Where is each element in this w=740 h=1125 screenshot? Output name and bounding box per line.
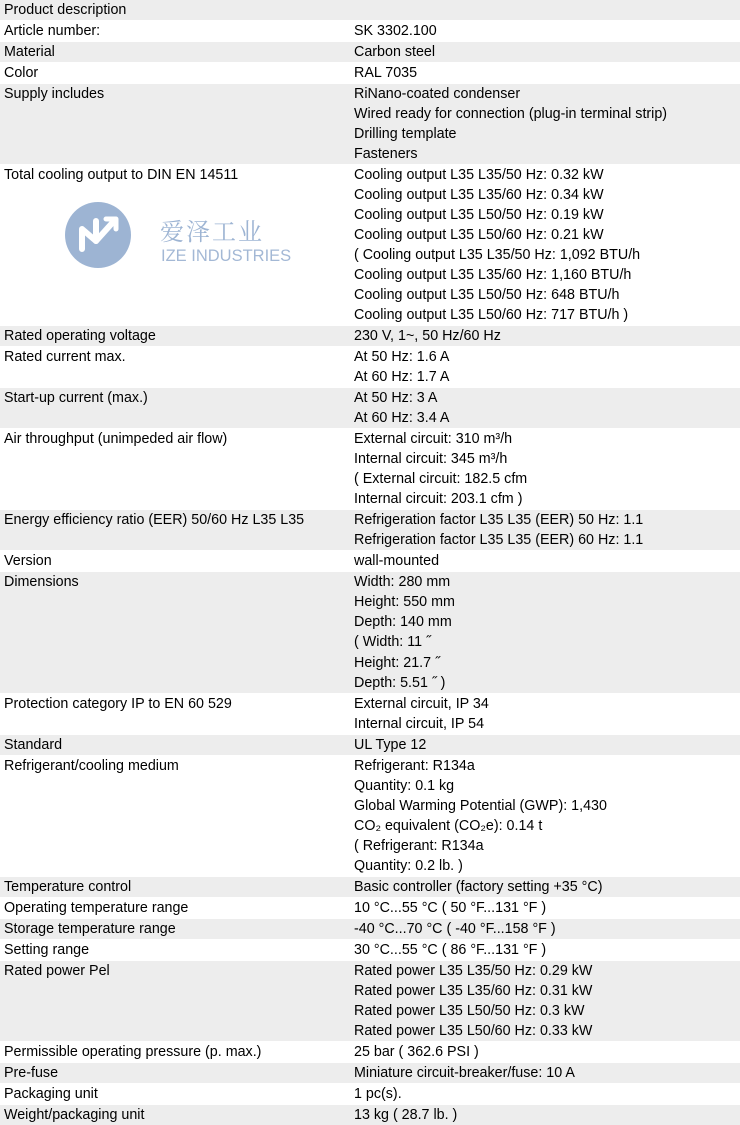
spec-label: Permissible operating pressure (p. max.) (4, 1043, 262, 1060)
spec-value-line: Cooling output L35 L50/50 Hz: 0.19 kW (354, 207, 604, 224)
spec-value-line: Rated power L35 L35/50 Hz: 0.29 kW (354, 962, 593, 979)
spec-row (0, 897, 740, 918)
spec-label-cell (0, 84, 354, 165)
spec-value-line: Width: 280 mm (354, 574, 451, 591)
spec-value-cell (354, 734, 740, 755)
spec-value-line: ( External circuit: 182.5 cfm (354, 471, 528, 488)
spec-row (0, 1062, 740, 1083)
spec-row (0, 693, 740, 734)
spec-value-cell (354, 960, 740, 1041)
spec-value-line: 10 °C...55 °C ( 50 °F...131 °F ) (354, 899, 547, 916)
spec-label: Pre-fuse (4, 1064, 59, 1081)
spec-value-line: 230 V, 1~, 50 Hz/60 Hz (354, 328, 501, 345)
spec-value-line: ( Cooling output L35 L35/50 Hz: 1,092 BTU/h (354, 247, 641, 264)
spec-label: Protection category IP to EN 60 529 (4, 695, 232, 712)
spec-row (0, 1104, 740, 1125)
spec-value-cell (354, 63, 740, 84)
spec-value-cell (354, 876, 740, 897)
spec-row (0, 0, 740, 21)
spec-value-line: Cooling output L35 L35/50 Hz: 0.32 kW (354, 167, 604, 184)
spec-row (0, 1041, 740, 1062)
spec-row (0, 326, 740, 347)
spec-value-cell (354, 42, 740, 63)
spec-label-cell (0, 42, 354, 63)
spec-label: Air throughput (unimpeded air flow) (4, 431, 228, 448)
spec-value-cell (354, 693, 740, 734)
spec-value-cell (354, 1083, 740, 1104)
spec-label: Dimensions (4, 574, 79, 591)
spec-value-line: At 60 Hz: 1.7 A (354, 369, 450, 386)
spec-label-cell (0, 510, 354, 551)
spec-row (0, 63, 740, 84)
spec-label: Weight/packaging unit (4, 1106, 145, 1123)
spec-label-cell (0, 165, 354, 326)
spec-value-line: Cooling output L35 L50/50 Hz: 648 BTU/h (354, 287, 620, 304)
spec-label: Rated current max. (4, 349, 126, 366)
spec-value-cell (354, 510, 740, 551)
spec-value-line: Global Warming Potential (GWP): 1,430 (354, 797, 607, 814)
spec-value-cell (354, 84, 740, 165)
spec-row (0, 734, 740, 755)
spec-value-line: Drilling template (354, 126, 457, 143)
spec-label-cell (0, 0, 354, 21)
spec-label: Refrigerant/cooling medium (4, 757, 179, 774)
spec-value-line: Basic controller (factory setting +35 °C) (354, 878, 603, 895)
spec-value-line: Height: 550 mm (354, 594, 455, 611)
spec-value-line: Cooling output L35 L35/60 Hz: 1,160 BTU/h (354, 267, 632, 284)
spec-value-cell (354, 21, 740, 42)
spec-value-line: RiNano-coated condenser (354, 86, 521, 103)
spec-value-cell (354, 388, 740, 429)
spec-value-cell (354, 326, 740, 347)
spec-value-line (354, 0, 740, 20)
spec-label: Total cooling output to DIN EN 14511 (4, 167, 239, 184)
spec-value-line: Cooling output L35 L35/60 Hz: 0.34 kW (354, 187, 604, 204)
spec-label: Supply includes (4, 86, 105, 103)
spec-value-line: Quantity: 0.1 kg (354, 777, 455, 794)
spec-value-line: Cooling output L35 L50/60 Hz: 0.21 kW (354, 227, 604, 244)
spec-value-line: At 60 Hz: 3.4 A (354, 410, 450, 427)
spec-value-line: Miniature circuit-breaker/fuse: 10 A (354, 1064, 575, 1081)
spec-value-cell (354, 1062, 740, 1083)
spec-label: Storage temperature range (4, 920, 176, 937)
watermark-english-text: IZE INDUSTRIES (161, 247, 292, 265)
spec-label-cell (0, 326, 354, 347)
spec-label-cell (0, 1083, 354, 1104)
spec-label: Product description (4, 2, 127, 18)
spec-row (0, 42, 740, 63)
spec-value-line: Quantity: 0.2 lb. ) (354, 857, 463, 874)
spec-row (0, 429, 740, 510)
spec-value-line: Rated power L35 L35/60 Hz: 0.31 kW (354, 982, 593, 999)
spec-value-line: Refrigerant: R134a (354, 757, 475, 774)
spec-label: Rated operating voltage (4, 328, 156, 345)
spec-value-line: RAL 7035 (354, 65, 418, 82)
spec-value-line: Wired ready for connection (plug-in terminal strip) (354, 106, 668, 123)
spec-value-line: ( Width: 11 ˝ (354, 634, 431, 651)
spec-value-line: Rated power L35 L50/60 Hz: 0.33 kW (354, 1022, 593, 1039)
spec-value-line: Rated power L35 L50/50 Hz: 0.3 kW (354, 1002, 585, 1019)
spec-row (0, 572, 740, 693)
spec-label-cell (0, 388, 354, 429)
spec-row (0, 1083, 740, 1104)
spec-label: Rated power Pel (4, 962, 110, 979)
spec-label-cell (0, 572, 354, 693)
spec-value-line: Depth: 5.51 ˝ ) (354, 674, 446, 691)
spec-label-cell (0, 1104, 354, 1125)
spec-label-cell (0, 897, 354, 918)
spec-value-cell (354, 551, 740, 572)
spec-label-cell (0, 63, 354, 84)
watermark-chinese-text: 爱泽工业 (160, 218, 264, 246)
spec-label-cell (0, 734, 354, 755)
spec-label-cell (0, 960, 354, 1041)
spec-label: Article number: (4, 23, 101, 40)
spec-row (0, 755, 740, 876)
spec-value-line: External circuit, IP 34 (354, 695, 489, 712)
spec-value-cell (354, 572, 740, 693)
spec-value-line: Cooling output L35 L50/60 Hz: 717 BTU/h ) (354, 307, 629, 324)
spec-value-line: ( Refrigerant: R134a (354, 837, 484, 854)
spec-value-cell (354, 918, 740, 939)
spec-value-line: External circuit: 310 m³/h (354, 431, 513, 448)
spec-label-cell (0, 918, 354, 939)
spec-label-cell (0, 347, 354, 388)
spec-label-cell (0, 1041, 354, 1062)
spec-value-line: Refrigeration factor L35 L35 (EER) 50 Hz: 1.1 (354, 512, 644, 529)
spec-value-line: wall-mounted (354, 553, 440, 570)
spec-label-cell (0, 551, 354, 572)
spec-row (0, 876, 740, 897)
spec-label: Packaging unit (4, 1085, 98, 1102)
spec-label-cell (0, 429, 354, 510)
spec-row (0, 960, 740, 1041)
spec-row (0, 939, 740, 960)
spec-value-line: UL Type 12 (354, 736, 427, 753)
spec-row (0, 510, 740, 551)
spec-value-cell (354, 165, 740, 326)
spec-value-cell (354, 429, 740, 510)
spec-value-cell (354, 1041, 740, 1062)
spec-value-line: Internal circuit: 345 m³/h (354, 451, 508, 468)
spec-label: Setting range (4, 941, 90, 958)
spec-label: Operating temperature range (4, 899, 189, 916)
spec-value-line: 30 °C...55 °C ( 86 °F...131 °F ) (354, 941, 547, 958)
spec-label: Version (4, 553, 52, 570)
spec-row (0, 347, 740, 388)
spec-value-cell (354, 939, 740, 960)
spec-row (0, 388, 740, 429)
spec-row (0, 84, 740, 165)
spec-value-line: Depth: 140 mm (354, 614, 452, 631)
spec-label-cell (0, 939, 354, 960)
spec-label-cell (0, 21, 354, 42)
spec-value-line: Refrigeration factor L35 L35 (EER) 60 Hz: 1.1 (354, 532, 644, 549)
spec-label-cell (0, 755, 354, 876)
spec-value-cell (354, 897, 740, 918)
spec-label-cell (0, 1062, 354, 1083)
spec-row (0, 551, 740, 572)
spec-label: Temperature control (4, 878, 132, 895)
spec-value-line: Internal circuit: 203.1 cfm ) (354, 491, 523, 508)
spec-value-line: 13 kg ( 28.7 lb. ) (354, 1106, 458, 1123)
spec-row (0, 918, 740, 939)
spec-label: Color (4, 65, 39, 82)
spec-value-line: Carbon steel (354, 44, 436, 61)
spec-label-cell (0, 693, 354, 734)
spec-value-cell (354, 755, 740, 876)
spec-value-line: 25 bar ( 362.6 PSI ) (354, 1043, 479, 1060)
spec-label: Energy efficiency ratio (EER) 50/60 Hz L35 L35 (4, 512, 305, 529)
spec-row (0, 21, 740, 42)
spec-label-cell (0, 876, 354, 897)
spec-value-line: At 50 Hz: 1.6 A (354, 349, 450, 366)
spec-value-line: 1 pc(s). (354, 1085, 402, 1102)
spec-label: Material (4, 44, 55, 61)
spec-value-line: SK 3302.100 (354, 23, 437, 40)
spec-value-cell (354, 1104, 740, 1125)
spec-value-line: -40 °C...70 °C ( -40 °F...158 °F ) (354, 920, 556, 937)
spec-value-cell (354, 0, 740, 21)
spec-value-line: CO₂ equivalent (CO₂e): 0.14 t (354, 817, 543, 834)
spec-label: Start-up current (max.) (4, 390, 148, 407)
spec-value-line: Internal circuit, IP 54 (354, 715, 485, 732)
spec-row (0, 165, 740, 326)
spec-value-cell (354, 347, 740, 388)
spec-label: Standard (4, 736, 63, 753)
spec-value-line: Fasteners (354, 146, 418, 163)
spec-value-line: Height: 21.7 ˝ (354, 654, 440, 671)
spec-value-line: At 50 Hz: 3 A (354, 390, 438, 407)
